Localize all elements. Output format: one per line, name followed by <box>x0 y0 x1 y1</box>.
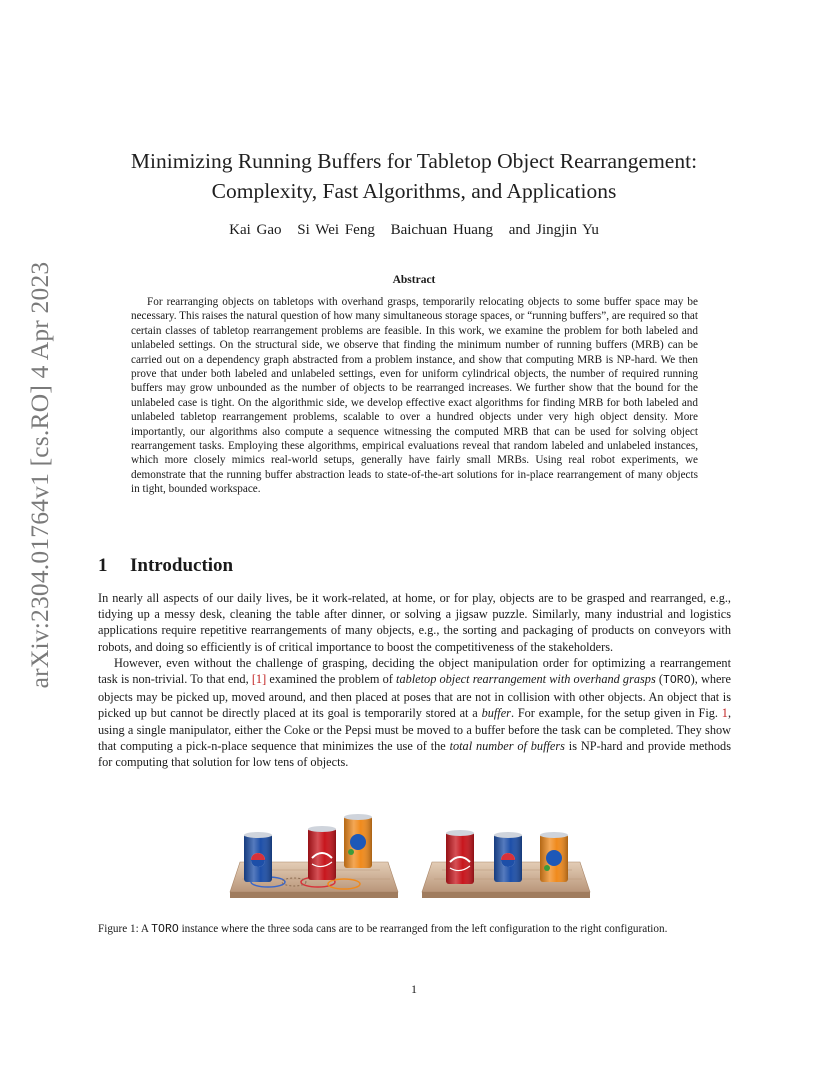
abstract-text: For rearranging objects on tabletops with overhand grasps, temporarily relocating objects to some buffer space may be necessary. This raises the natural question of how many simultaneous storage spaces, or “running buffers”, are required so that certain classes of tabletop rearrangement problems are feasible. In this work, we examine the problem for both labeled and unlabeled settings. On the structural side, we observe that finding the minimum number of running buffers (MRB) can be carried out on a dependency graph abstracted from a problem instance, and show that computing MRB is NP-hard. We then prove that under both labeled and unlabeled settings, even for uniform cylindrical objects, the number of required running buffers may grow unbounded as the number of objects to be rearranged increases. We further show that the bound for the unlabeled case is tight. On the algorithmic side, we develop effective exact algorithms for finding MRB for both labeled and unlabeled tabletop rearrangement problems, scalable to over a hundred objects under very high object density. More importantly, our algorithms also compute a sequence witnessing the computed MRB that can be used for solving object rearrangement tasks. Employing these algorithms, empirical evaluations reveal that random labeled and unlabeled instances, which more closely mimics real-world setups, generally have fairly small MRBs. Using real robot experiments, we demonstrate that the running buffer abstraction leads to state-of-the-art solutions for in-place rearrangement of many objects in tight, bounded workspace. <box>131 296 698 496</box>
emphasis-text: buffer <box>481 706 511 721</box>
citation-link[interactable]: [1] <box>251 672 267 687</box>
page-number: 1 <box>411 982 417 996</box>
text-run: is NP-hard and provide methods for computing that solution for low tens of objects. <box>98 738 731 770</box>
text-run: ), where objects may be picked up, moved around, and then placed at poses that are not in collision with other objects. An object that is picked up but cannot be directly placed at its goal is temporarily stored at a <box>98 672 731 721</box>
fanta-can-right <box>540 832 568 882</box>
text-run: examined the problem of <box>266 672 397 687</box>
emphasis-text: tabletop object rearrangement with overhand grasps <box>396 672 656 687</box>
introduction-body <box>98 590 731 770</box>
author-name: and Jingjin Yu <box>508 222 599 238</box>
author-name: Si Wei Feng <box>297 222 375 238</box>
fanta-can-left <box>344 814 372 868</box>
text-run: ( <box>655 672 663 687</box>
title-line-2: Complexity, Fast Algorithms, and Applications <box>211 179 617 203</box>
author-list <box>60 222 768 239</box>
coke-can-left <box>308 826 336 880</box>
text-run: . For example, for the setup given in Fig. <box>510 706 722 721</box>
arxiv-identifier-stamp <box>20 261 60 689</box>
arxiv-identifier-text: arXiv:2304.01764v1 [cs.RO] 4 Apr 2023 <box>25 261 54 689</box>
figure-caption <box>98 922 731 937</box>
monospace-acronym: TORO <box>151 923 179 936</box>
author-name: Kai Gao <box>229 222 282 238</box>
pepsi-can-right <box>494 832 522 882</box>
text-run: However, even without the challenge of grasping, deciding the object manipulation order for optimizing a rearrangement task is non-trivial. To that end, <box>98 655 731 687</box>
text-run: instance where the three soda cans are to be rearranged from the left configuration to the right configuration. <box>178 923 668 935</box>
author-name: Baichuan Huang <box>390 222 493 238</box>
soda-cans-illustration <box>220 812 610 912</box>
section-title: Introduction <box>130 555 234 576</box>
text-run: , using a single manipulator, either the Coke or the Pepsi must be moved to a buffer before the task can be completed. They show that computing a pick-n-place sequence that minimizes the use of the <box>98 706 732 753</box>
abstract-heading: Abstract <box>392 274 436 286</box>
paper-title <box>60 146 768 206</box>
section-number: 1 <box>98 555 108 576</box>
figure-link[interactable]: 1 <box>721 706 728 721</box>
emphasis-text: total number of buffers <box>449 738 565 753</box>
intro-paragraph-2 <box>98 655 731 770</box>
pepsi-can-left <box>244 832 272 882</box>
monospace-acronym: TORO <box>663 674 691 688</box>
title-line-1: Minimizing Running Buffers for Tabletop Object Rearrangement: <box>130 149 698 173</box>
section-heading <box>98 555 233 577</box>
coke-can-right <box>446 830 474 884</box>
intro-paragraph-1: In nearly all aspects of our daily lives, be it work-related, at home, or for play, objects are to be grasped and rearranged, e.g., tidying up a messy desk, cleaning the table after dinner, or solving a jigsaw puzzle. Similarly, many industrial and logistics applications require repetitive rearrangements of many objects, e.g., the sorting and packaging of products on conveyors with robots, and doing so efficiently is of critical importance to boost the competitiveness of the stakeholders. <box>98 591 731 654</box>
figure-1-image <box>220 812 610 912</box>
text-run: Figure 1: A <box>98 923 152 935</box>
